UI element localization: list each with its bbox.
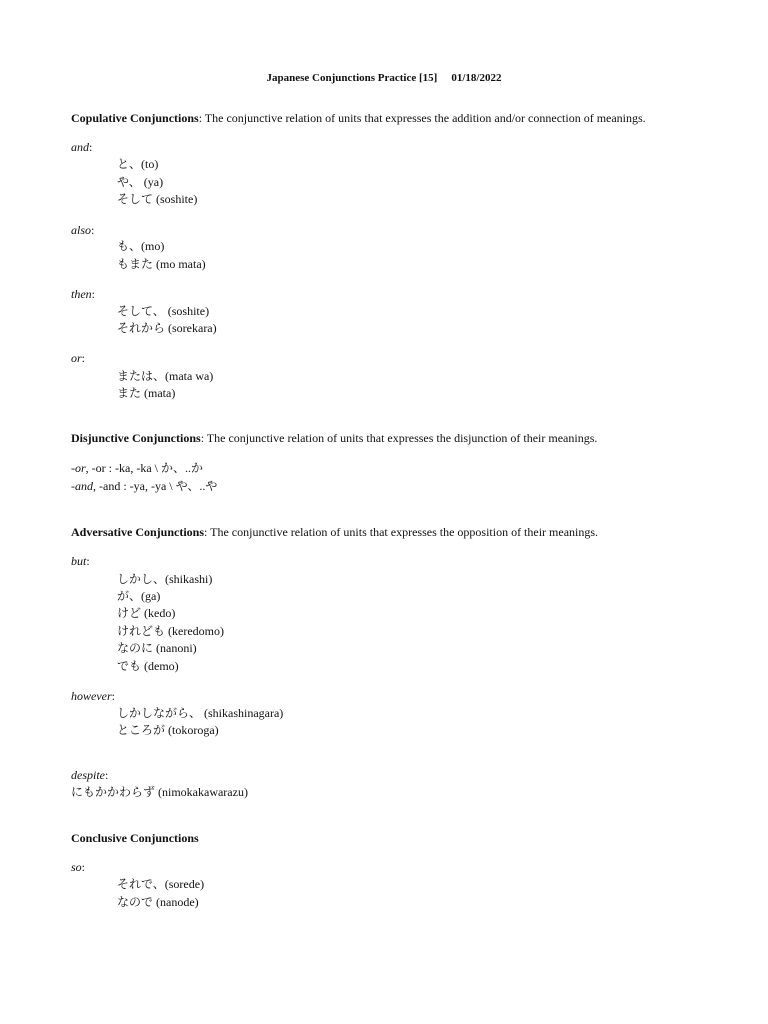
list-item: もまた (mo mata) xyxy=(117,257,206,271)
so-label-line xyxy=(71,859,85,875)
conclusive-heading: Conclusive Conjunctions xyxy=(71,831,199,845)
list-item: と、(to) xyxy=(117,157,159,171)
colon: : xyxy=(105,768,109,782)
colon: : xyxy=(91,287,96,301)
or-suffix-text: , -or : -ka, -ka \ か、..か xyxy=(85,461,203,475)
copulative-heading-line xyxy=(71,110,646,126)
list-item: または、(mata wa) xyxy=(117,369,214,383)
and-suffix-text: , -and : -ya, -ya \ や、..や xyxy=(93,479,218,493)
list-item: それから (sorekara) xyxy=(117,321,217,335)
list-item: にもかかわらず (nimokakawarazu) xyxy=(71,785,248,799)
or-suffix-label: -or xyxy=(71,461,86,475)
but-label-line xyxy=(71,553,90,569)
adversative-description: : The conjunctive relation of units that expresses the opposition of their meanings. xyxy=(204,525,599,539)
list-item: それで、(sorede) xyxy=(117,877,205,891)
list-item: また (mata) xyxy=(117,386,176,400)
colon: : xyxy=(86,554,90,568)
however-label-line xyxy=(71,688,115,704)
also-label-line xyxy=(71,222,94,238)
and-label: and xyxy=(71,140,89,154)
then-label: then xyxy=(71,287,92,301)
adversative-heading: Adversative Conjunctions xyxy=(71,525,205,539)
copulative-heading: Copulative Conjunctions xyxy=(71,111,199,125)
or-label-line xyxy=(71,350,85,366)
list-item: けど (kedo) xyxy=(117,606,176,620)
also-label: also xyxy=(71,223,92,237)
or-label: or xyxy=(71,351,82,365)
list-item: が、(ga) xyxy=(117,589,161,603)
then-label-line xyxy=(71,286,95,302)
disjunctive-heading: Disjunctive Conjunctions xyxy=(71,431,201,445)
list-item: でも (demo) xyxy=(117,659,179,673)
despite-label-line xyxy=(71,767,108,783)
list-item: しかし、(shikashi) xyxy=(117,572,213,586)
disjunctive-and-line xyxy=(71,478,217,494)
disjunctive-or-line xyxy=(71,460,203,476)
list-item: しかしながら、 (shikashinagara) xyxy=(117,706,284,720)
despite-label: despite xyxy=(71,768,105,782)
and-suffix-label: -and xyxy=(71,479,93,493)
list-item: けれども (keredomo) xyxy=(117,624,224,638)
document-title xyxy=(0,72,768,84)
and-label-line xyxy=(71,139,92,155)
list-item: そして、 (soshite) xyxy=(117,304,210,318)
title-date: 01/18/2022 xyxy=(451,72,502,84)
list-item: なので (nanode) xyxy=(117,895,199,909)
list-item: も、(mo) xyxy=(117,239,165,253)
list-item: そして (soshite) xyxy=(117,192,198,206)
title-text: Japanese Conjunctions Practice [15] xyxy=(266,72,438,84)
disjunctive-heading-line xyxy=(71,430,597,446)
colon: : xyxy=(111,689,115,703)
list-item: や、 (ya) xyxy=(117,175,164,189)
copulative-description: : The conjunctive relation of units that expresses the addition and/or connection of meanings. xyxy=(198,111,646,125)
colon: : xyxy=(81,860,86,874)
disjunctive-description: : The conjunctive relation of units that expresses the disjunction of their meanings. xyxy=(200,431,598,445)
colon: : xyxy=(91,223,95,237)
list-item: ところが (tokoroga) xyxy=(117,723,219,737)
colon: : xyxy=(89,140,93,154)
colon: : xyxy=(81,351,86,365)
list-item: なのに (nanoni) xyxy=(117,641,197,655)
but-label: but xyxy=(71,554,87,568)
so-label: so xyxy=(71,860,82,874)
however-label: however xyxy=(71,689,112,703)
adversative-heading-line xyxy=(71,524,598,540)
